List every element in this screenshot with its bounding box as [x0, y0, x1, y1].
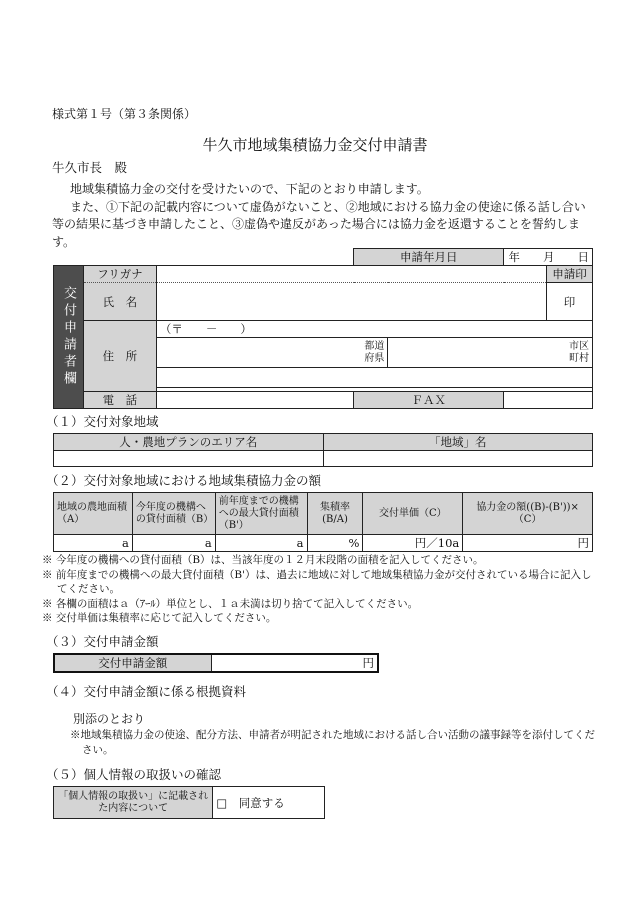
header-max-lease-area: 前年度までの機構への最大貸付面積（B'）	[215, 493, 307, 535]
pledge-text	[52, 181, 592, 251]
section4-note: ※地域集積協力金の使途、配分方法、申請者が明記された地域における話し合い活動の議事録等を添付してください。	[70, 729, 595, 756]
pledge-line-2: また、①下記の記載内容について虚偽がないこと、②地域における協力金の使途に係る話し合い等の結果に基づき申請したこと、③虚偽や違反があった場合には協力金を返還することを誓約します。	[52, 199, 586, 249]
header-fund-amount: 協力金の額((B)-(B'))×（C）	[463, 493, 593, 535]
pledge-line-1: 地域集積協力金の交付を受けたいので、下記のとおり申請します。	[70, 182, 429, 196]
fax-label: ＦＡＸ	[354, 392, 504, 409]
farmland-area-field[interactable]: a	[54, 535, 133, 552]
seal-header: 申請印	[547, 266, 593, 283]
section1-heading: （１）交付対象地域	[46, 414, 159, 429]
seal-mark: 印	[547, 283, 593, 321]
region-name-header: 「地域」名	[323, 434, 593, 451]
note-3: ※ 各欄の面積はａ（ｱｰﾙ）単位とし、１ａ未満は切り捨てて記入してください。	[42, 597, 419, 610]
header-lease-area: 今年度の機構への貸付面積（B）	[132, 493, 215, 535]
lease-area-field[interactable]: a	[132, 535, 215, 552]
city-label: 市区 町村	[388, 338, 593, 368]
application-amount-table	[53, 653, 379, 673]
applicant-table	[53, 248, 593, 409]
section2-heading: （２）交付対象地域における地域集積協力金の額	[46, 473, 322, 488]
unit-price-field[interactable]: 円／10a	[363, 535, 463, 552]
name-field[interactable]	[156, 283, 546, 321]
addressee: 牛久市長 殿	[52, 160, 128, 175]
section5-heading: （５）個人情報の取扱いの確認	[46, 767, 222, 782]
fund-amount-field[interactable]: 円	[463, 535, 593, 552]
applicant-side-label: 交付申請者欄	[54, 266, 84, 409]
privacy-table	[53, 786, 325, 819]
section4-text: 別添のとおり	[73, 712, 146, 726]
accumulation-rate-field[interactable]: %	[307, 535, 363, 552]
name-label: 氏 名	[83, 283, 156, 321]
fax-field[interactable]	[504, 392, 593, 409]
address-line-field[interactable]	[156, 368, 592, 388]
plan-area-header: 人・農地プランのエリア名	[54, 434, 324, 451]
section4-heading: （４）交付申請金額に係る根拠資料	[46, 684, 247, 699]
page-title: 牛久市地域集積協力金交付申請書	[202, 136, 428, 154]
header-farmland-area: 地域の農地面積（A）	[54, 493, 133, 535]
application-amount-field[interactable]: 円	[211, 654, 378, 672]
note-4: ※ 交付単価は集積率に応じて記入してください。	[42, 612, 277, 624]
header-accumulation-rate: 集積率(B/A)	[307, 493, 363, 535]
furigana-field[interactable]	[156, 266, 546, 283]
cooperation-fund-table	[53, 492, 593, 552]
date-field[interactable]: 年 月 日	[504, 249, 593, 266]
date-label: 申請年月日	[354, 249, 504, 266]
blank-cell	[54, 249, 354, 266]
note-1: ※ 今年度の機構への貸付面積（B）は、当該年度の１２月末段階の面積を記入してください。	[42, 554, 484, 566]
privacy-label: 「個人情報の取扱い」に記載された内容について	[54, 787, 213, 819]
consent-checkbox[interactable]: □ 同意する	[213, 787, 325, 819]
section2-notes	[42, 553, 594, 626]
area-table	[53, 433, 593, 467]
max-lease-area-field[interactable]: a	[215, 535, 307, 552]
region-name-field[interactable]	[323, 451, 593, 467]
address-label: 住 所	[83, 321, 156, 392]
note-2: ※ 前年度までの機構への最大貸付面積（B'）は、過去に地域に対して地域集積協力金が交付されている場合に記入してください。	[42, 568, 592, 595]
header-unit-price: 交付単価（C）	[363, 493, 463, 535]
form-number: 様式第１号（第３条関係）	[52, 107, 197, 121]
furigana-label: フリガナ	[83, 266, 156, 283]
phone-field[interactable]	[156, 392, 354, 409]
postal-field[interactable]: （〒 － ）	[156, 321, 592, 338]
phone-label: 電 話	[83, 392, 156, 409]
plan-area-field[interactable]	[54, 451, 324, 467]
section3-heading: （３）交付申請金額	[46, 634, 159, 649]
application-amount-label: 交付申請金額	[54, 654, 211, 672]
prefecture-label: 都道 府県	[156, 338, 387, 368]
